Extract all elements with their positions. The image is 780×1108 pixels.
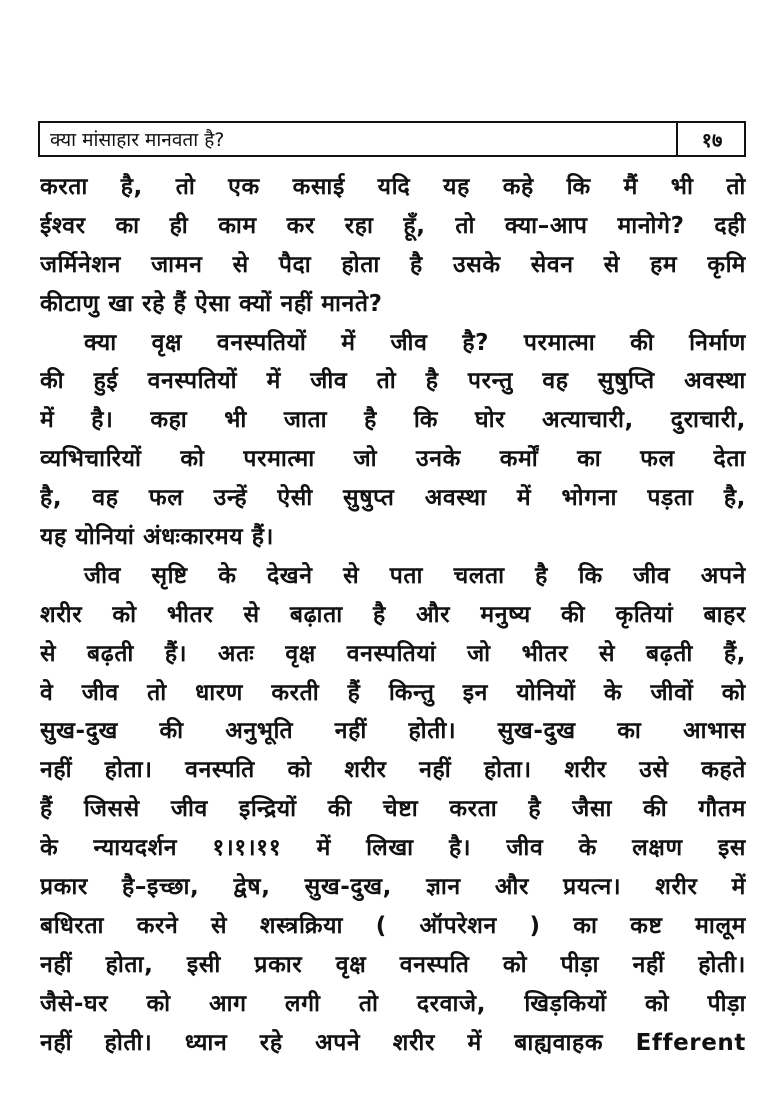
text-line: के न्यायदर्शन १।१।११ में लिखा है। जीव के लक्षण इस	[40, 835, 746, 862]
text-line: ईश्वर का ही काम कर रहा हूँ, तो क्या–आप मानोगे? दही	[40, 212, 746, 239]
text-line: बधिरता करने से शस्त्रक्रिया ( ऑपरेशन ) का कष्ट मालूम	[40, 912, 746, 939]
text-line: शरीर को भीतर से बढ़ाता है और मनुष्य की कृतियां बाहर	[40, 601, 746, 628]
paragraph-start-line: क्या वृक्ष वनस्पतियों में जीव है? परमात्मा की निर्माण	[84, 329, 746, 356]
text-line: जर्मिनेशन जामन से पैदा होता है उसके सेवन से हम कृमि	[40, 251, 746, 278]
text-line: यह योनियां अंधःकारमय हैं।	[40, 524, 274, 551]
text-line: सुख-दुख की अनुभूति नहीं होती। सुख-दुख का आभास	[40, 718, 746, 745]
text-line: में है। कहा भी जाता है कि घोर अत्याचारी, दुराचारी,	[40, 407, 746, 434]
text-line: नहीं होती। ध्यान रहे अपने शरीर में बाह्यवाहक Efferent	[40, 1029, 746, 1056]
text-line: से बढ़ती हैं। अतः वृक्ष वनस्पतियां जो भीतर से बढ़ती हैं,	[40, 640, 746, 667]
text-line: वे जीव तो धारण करती हैं किन्तु इन योनियों के जीवों को	[40, 679, 746, 706]
text-line: करता है, तो एक कसाई यदि यह कहे कि मैं भी तो	[40, 174, 746, 200]
text-line: नहीं होता, इसी प्रकार वृक्ष वनस्पति को पीड़ा नहीं होती।	[40, 951, 746, 978]
body-text	[40, 168, 746, 1062]
text-line: प्रकार है–इच्छा, द्वेष, सुख-दुख, ज्ञान और प्रयत्न। शरीर में	[40, 874, 746, 901]
page-number: १७	[701, 128, 723, 152]
text-line: जैसे-घर को आग लगी तो दरवाजे, खिड़कियों को पीड़ा	[40, 990, 746, 1017]
text-line: है, वह फल उन्हें ऐसी सुषुप्त अवस्था में भोगना पड़ता है,	[40, 485, 746, 512]
running-header	[38, 121, 746, 157]
text-line: व्यभिचारियों को परमात्मा जो उनके कर्मों का फल देता	[40, 446, 746, 473]
text-line: कीटाणु खा रहे हैं ऐसा क्यों नहीं मानते?	[40, 290, 383, 317]
running-header-title: क्या मांसाहार मानवता है?	[50, 129, 225, 151]
paragraph-start-line: जीव सृष्टि के देखने से पता चलता है कि जीव अपने	[84, 562, 746, 589]
header-divider	[676, 123, 678, 155]
text-line: की हुई वनस्पतियों में जीव तो है परन्तु वह सुषुप्ति अवस्था	[40, 368, 746, 395]
text-line: हैं जिससे जीव इन्द्रियों की चेष्टा करता है जैसा की गौतम	[40, 796, 746, 823]
text-line: नहीं होता। वनस्पति को शरीर नहीं होता। शरीर उसे कहते	[40, 757, 746, 784]
